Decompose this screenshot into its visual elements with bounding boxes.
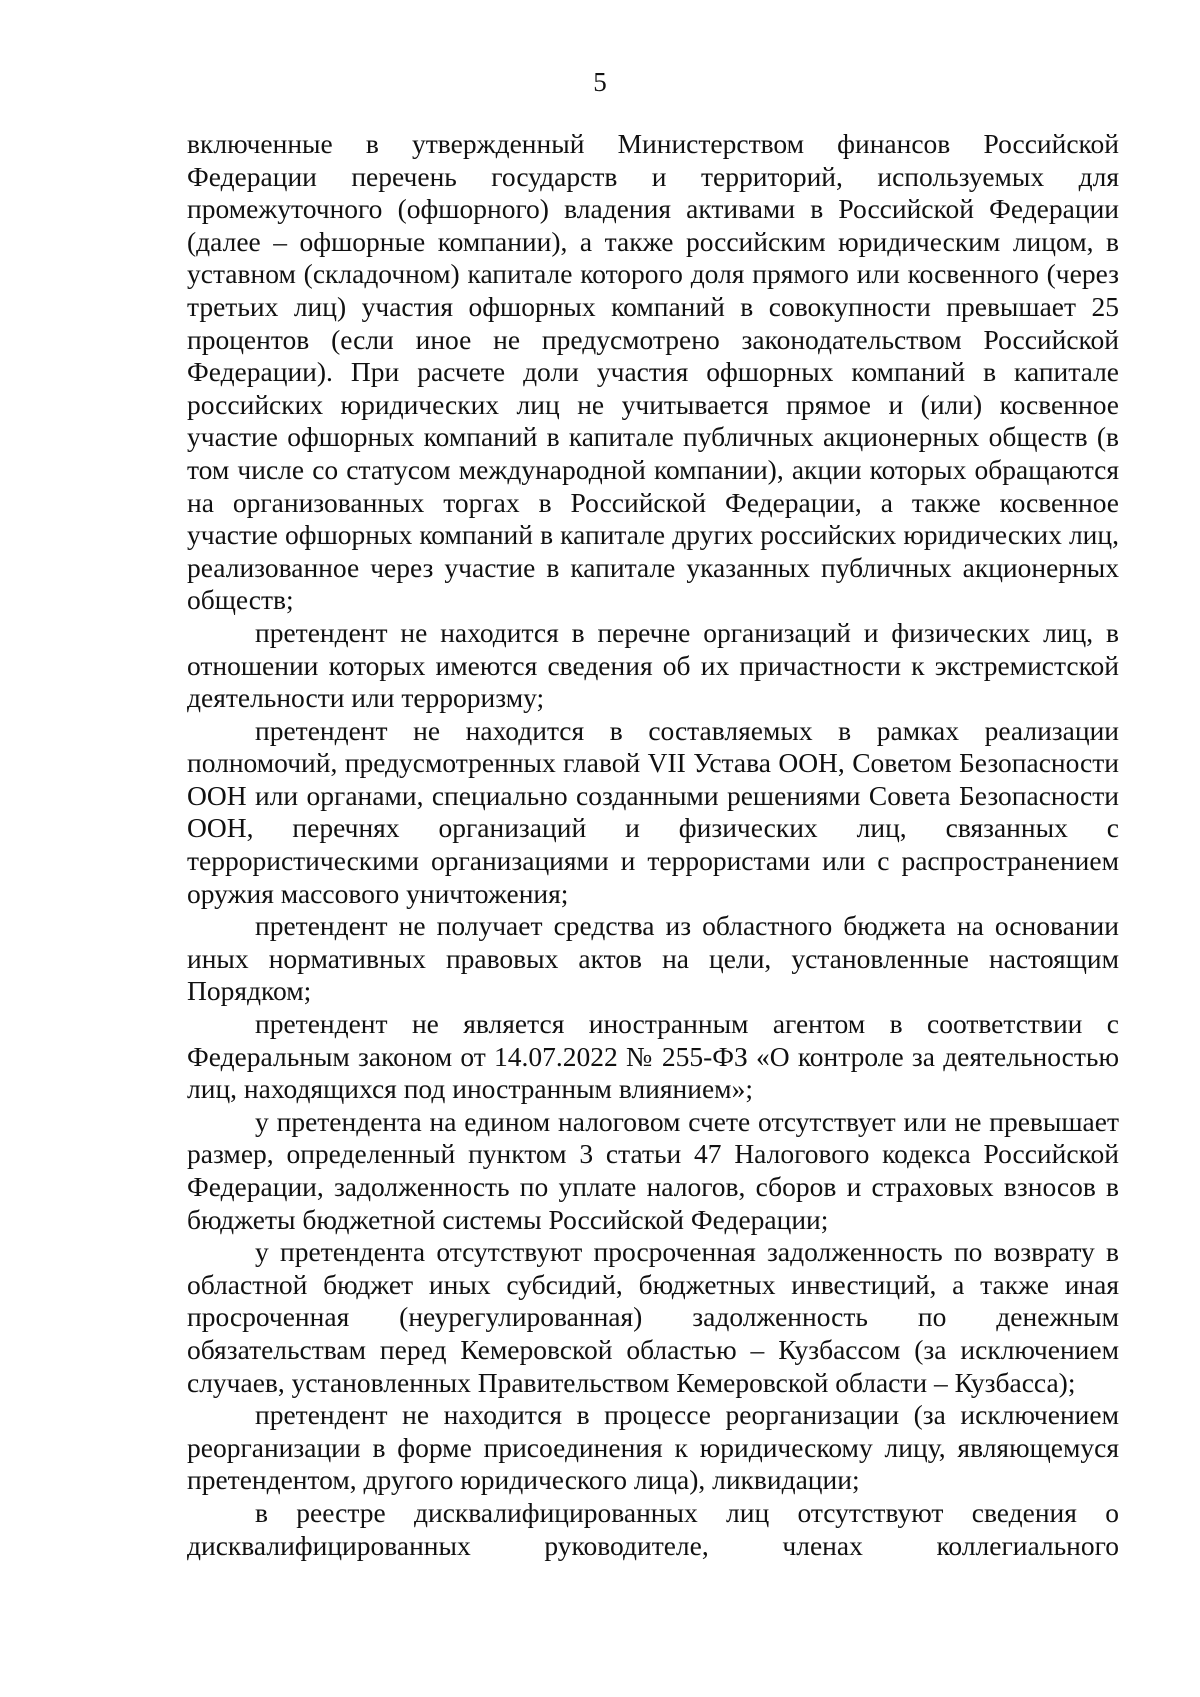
paragraph-disqualified-persons: в реестре дисквалифицированных лиц отсутствуют сведения о дисквалифицированных руководителе, членах коллегиального xyxy=(187,1496,1119,1561)
paragraph-extremism-list: претендент не находится в перечне организаций и физических лиц, в отношении которых имеются сведения об их причастности к экстремистской деятельности или терроризму; xyxy=(187,616,1119,714)
paragraph-regional-budget-funds: претендент не получает средства из областного бюджета на основании иных нормативных правовых актов на цели, установленные настоящим Порядком; xyxy=(187,910,1119,1007)
paragraph-tax-debt: у претендента на едином налоговом счете отсутствует или не превышает размер, определенный пунктом 3 статьи 47 Налогового кодекса Российской Федерации, задолженность по уплате налогов, сборов и страховых взносов в бюджеты бюджетной системы Российской Федерации; xyxy=(187,1105,1119,1235)
page-number: 5 xyxy=(593,67,607,97)
paragraph-offshore-companies: включенные в утвержденный Министерством финансов Российской Федерации перечень государств и территорий, используемых для промежуточного (офшорного) владения активами в Российской Федерации (далее – офшорные компании), а также российским юридическим лицом, в уставном (складочном) капитале которого доля прямого или косвенного (через третьих лиц) участия офшорных компаний в совокупности превышает 25 процентов (если иное не предусмотрено законодательством Российской Федерации). При расчете доли участия офшорных компаний в капитале российских юридических лиц не учитывается прямое и (или) косвенное участие офшорных компаний в капитале публичных акционерных обществ (в том числе со статусом международной компании), акции которых обращаются на организованных торгах в Российской Федерации, а также косвенное участие офшорных компаний в капитале других российских юридических лиц, реализованное через участие в капитале указанных публичных акционерных обществ; xyxy=(187,128,1119,616)
document-body xyxy=(187,128,1119,1562)
paragraph-un-security-council-lists: претендент не находится в составляемых в рамках реализации полномочий, предусмотренных главой VII Устава ООН, Советом Безопасности ООН или органами, специально созданными решениями Совета Безопасности ООН, перечнях организаций и физических лиц, связанных с террористическими организациями и террористами или с распространением оружия массового уничтожения; xyxy=(187,714,1119,909)
paragraph-foreign-agent: претендент не является иностранным агентом в соответствии с Федеральным законом от 14.07.2022 № 255-ФЗ «О контроле за деятельностью лиц, находящихся под иностранным влиянием»; xyxy=(187,1008,1119,1105)
paragraph-reorganization: претендент не находится в процессе реорганизации (за исключением реорганизации в форме присоединения к юридическому лицу, являющемуся претендентом, другого юридического лица), ликвидации; xyxy=(187,1399,1119,1496)
paragraph-overdue-debt: у претендента отсутствуют просроченная задолженность по возврату в областной бюджет иных субсидий, бюджетных инвестиций, а также иная просроченная (неурегулированная) задолженность по денежным обязательствам перед Кемеровской областью – Кузбассом (за исключением случаев, установленных Правительством Кемеровской области – Кузбасса); xyxy=(187,1236,1119,1398)
